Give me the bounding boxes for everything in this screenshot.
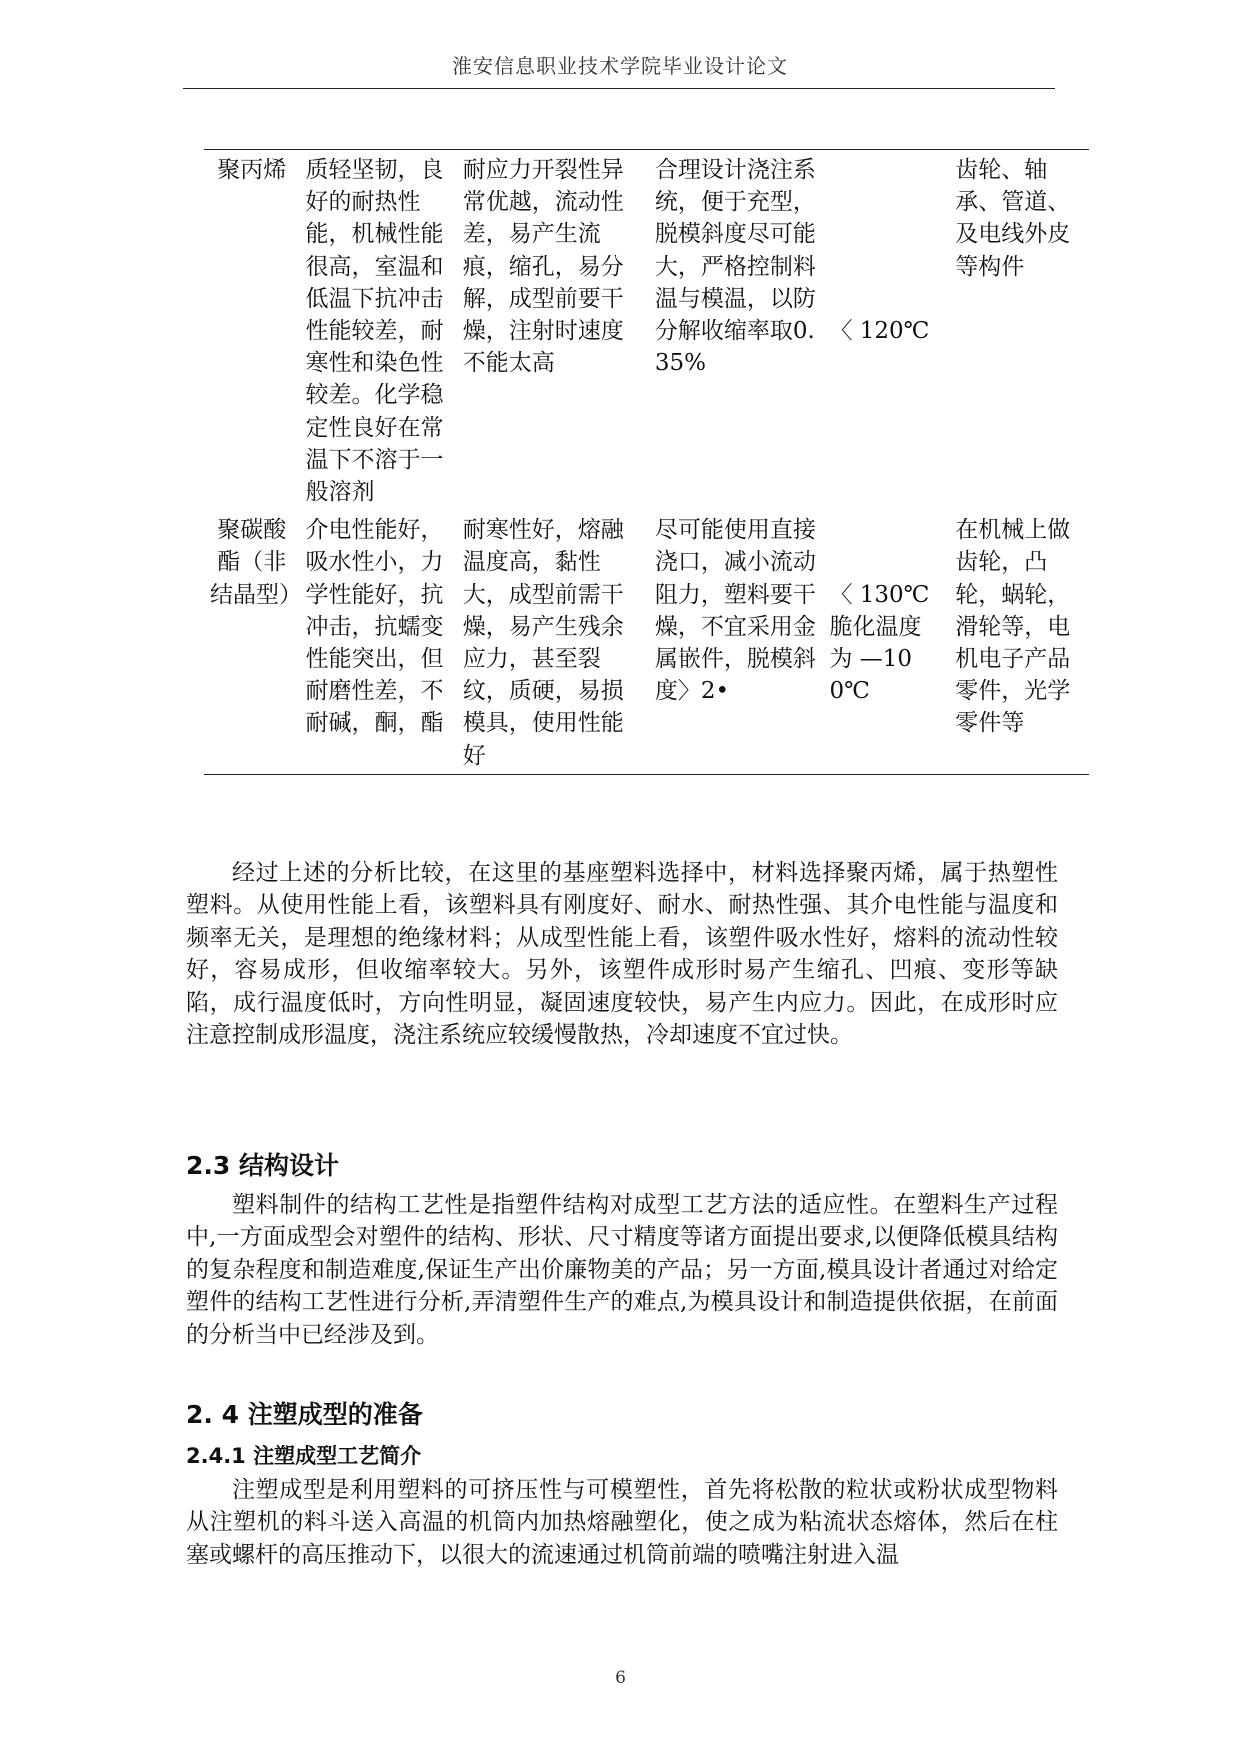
section-heading-2-3: 2.3 结构设计 [186,1151,339,1180]
material-name-cell: 聚碳酸酯（非结晶型） [210,517,302,608]
subsection-heading-2-4-1: 2.4.1 注塑成型工艺简介 [186,1444,422,1468]
design-cell: 合理设计浇注系统，便于充型，脱模斜度尽可能大，严格控制料温与模温，以防分解收缩率取0.35% [654,157,816,377]
header-rule [183,88,1055,89]
applications-cell: 齿轮、轴承、管道、及电线外皮等构件 [955,157,1071,280]
page-header-title: 淮安信息职业技术学院毕业设计论文 [452,54,788,78]
properties-cell: 介电性能好，吸水性小，力学性能好，抗冲击，抗蠕变性能突出，但耐磨性差，不耐碱，酮，酯 [305,517,444,737]
temperature-cell: 〈 120℃ [829,318,930,345]
applications-cell: 在机械上做齿轮，凸轮，蜗轮，滑轮等，电机电子产品零件，光学零件等 [955,517,1071,737]
structure-design-paragraph: 塑料制件的结构工艺性是指塑件结构对成型工艺方法的适应性。在塑料生产过程中,一方面成型会对塑件的结构、形状、尺寸精度等诸方面提出要求,以便降低模具结构的复杂程度和制造难度,保证生产出价廉物美的产品；另一方面,模具设计者通过对给定塑件的结构工艺性进行分析,弄清塑件生产的难点,为模具设计和制造提供依据，在前面的分析当中已经涉及到。 [186,1192,1058,1348]
injection-molding-paragraph: 注塑成型是利用塑料的可挤压性与可模塑性，首先将松散的粒状或粉状成型物料从注塑机的料斗送入高温的机筒内加热熔融塑化，使之成为粘流状态熔体，然后在柱塞或螺杆的高压推动下，以很大的流速通过机筒前端的喷嘴注射进入温 [186,1477,1058,1568]
page-number: 6 [615,1668,626,1688]
table-row [204,150,1089,511]
analysis-paragraph: 经过上述的分析比较，在这里的基座塑料选择中，材料选择聚丙烯，属于热塑性塑料。从使用性能上看，该塑料具有刚度好、耐水、耐热性强、其介电性能与温度和频率无关，是理想的绝缘材料；从成型性能上看，该塑件吸水性好，熔料的流动性较好，容易成形，但收缩率较大。另外，该塑件成形时易产生缩孔、凹痕、变形等缺陷，成行温度低时，方向性明显，凝固速度较快，易产生内应力。因此，在成形时应注意控制成形温度，浇注系统应较缓慢散热，冷却速度不宜过快。 [186,860,1058,1049]
molding-cell: 耐应力开裂性异常优越，流动性差，易产生流痕，缩孔，易分解，成型前要干燥，注射时速度不能太高 [462,157,624,377]
properties-cell: 质轻坚韧，良好的耐热性能，机械性能很高，室温和低温下抗冲击性能较差，耐寒性和染色性较差。化学稳定性良好在常温下不溶于一般溶剂 [305,157,444,506]
material-name-cell: 聚丙烯 [217,157,287,183]
section-heading-2-4: 2. 4 注塑成型的准备 [186,1400,423,1429]
design-cell: 尽可能使用直接浇口，减小流动阻力，塑料要干燥，不宜采用金属嵌件，脱模斜度〉2• [654,517,816,705]
material-comparison-table [204,149,1089,775]
table-row [204,510,1089,774]
temperature-cell: 〈 130℃ 脆化温度为 —100℃ [829,581,930,705]
molding-cell: 耐寒性好，熔融温度高，黏性大，成型前需干燥，易产生残余应力，甚至裂纹，质硬，易损模具，使用性能好 [462,517,624,769]
